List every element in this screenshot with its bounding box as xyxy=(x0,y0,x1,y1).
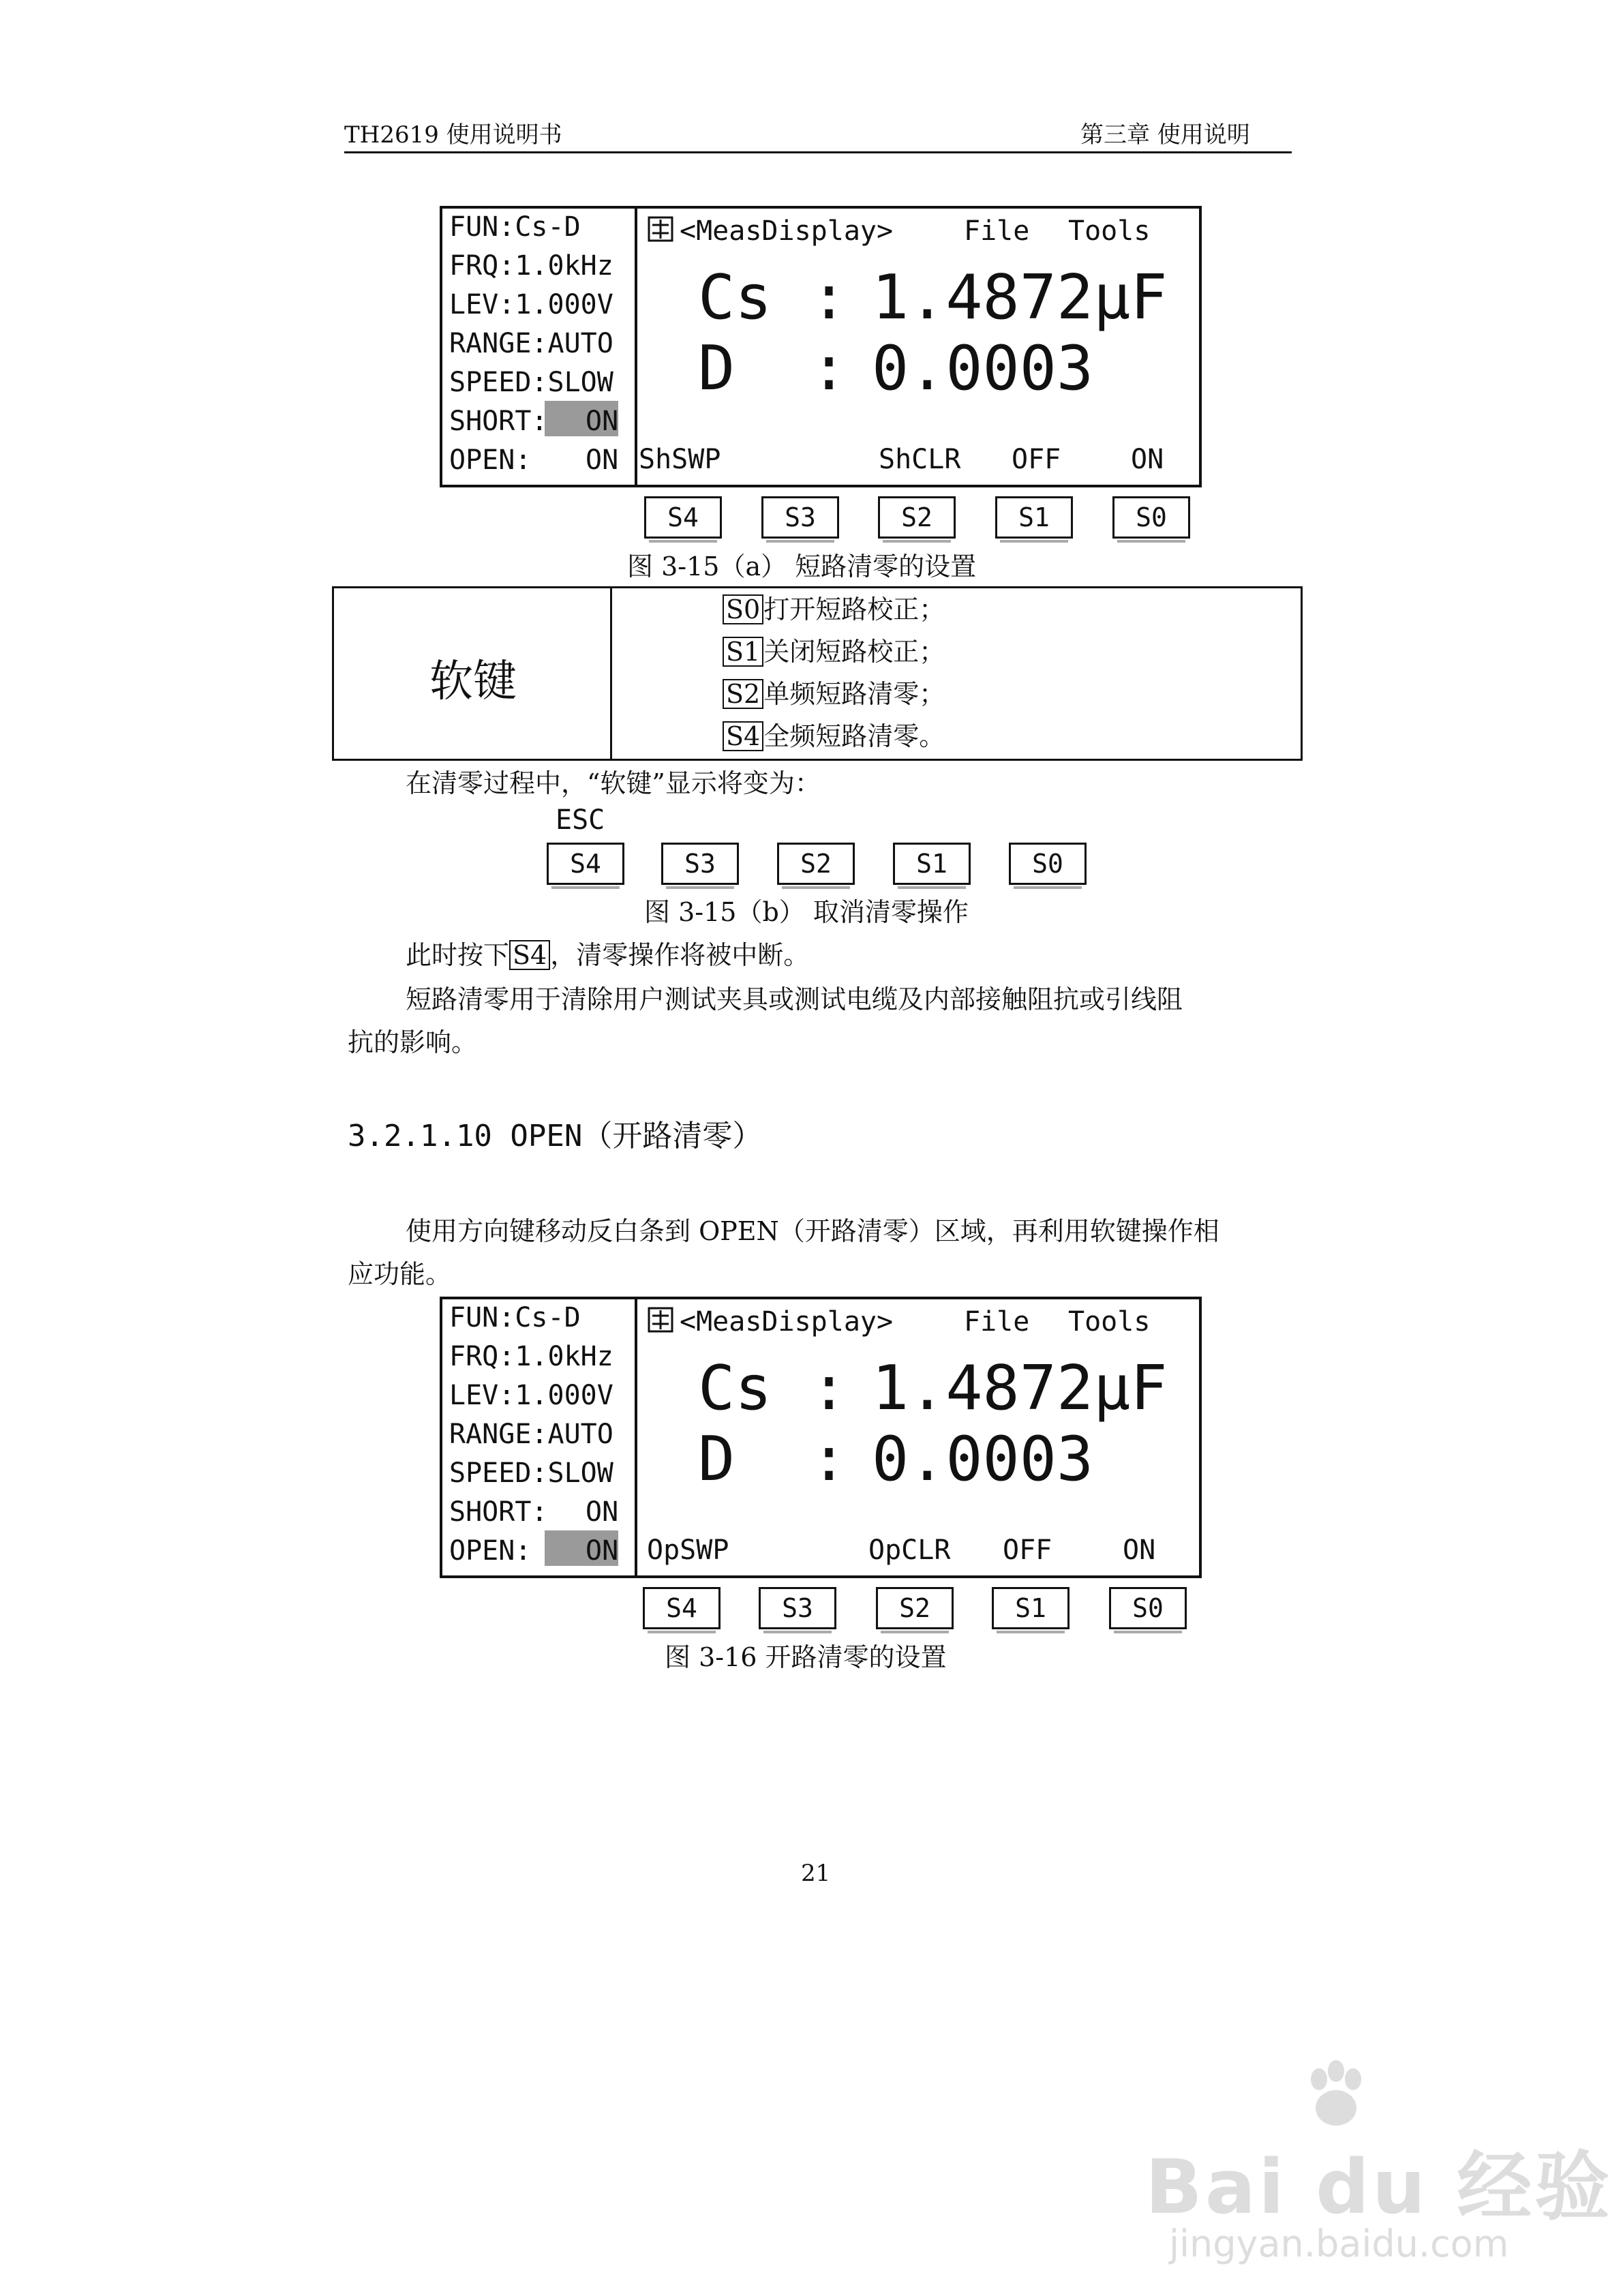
side-fun: FUN:Cs-D xyxy=(449,211,581,243)
param2-colon: : xyxy=(810,333,848,404)
section-heading: 3.2.1.10 OPEN（开路清零） xyxy=(348,1119,763,1153)
param2-value: 0.0003 xyxy=(872,333,1094,404)
softkey-off[interactable]: OFF xyxy=(1003,1535,1052,1566)
lcd-side-panel xyxy=(442,209,637,485)
paragraph-1: 在清零过程中，“软键”显示将变为： xyxy=(406,768,821,798)
para2-pre: 此时按下 xyxy=(406,940,510,970)
item-text: 打开短路校正； xyxy=(763,594,945,624)
param1-value: 1.4872μF xyxy=(872,262,1168,333)
short-value[interactable]: ON xyxy=(586,406,619,437)
header-right: 第三章 使用说明 xyxy=(1080,121,1250,149)
lcd-panel-short xyxy=(440,206,1202,487)
softkey-opswp[interactable]: OpSWP xyxy=(647,1535,729,1566)
para2-post: ，清零操作将被中断。 xyxy=(550,940,810,970)
item-text: 关闭短路校正； xyxy=(763,637,945,667)
param1-value: 1.4872μF xyxy=(872,1353,1168,1424)
softkey-item xyxy=(723,588,945,626)
paragraph-4-line-1: 使用方向键移动反白条到 OPEN（开路清零）区域，再利用软键操作相 xyxy=(406,1216,1219,1246)
side-open: OPEN: xyxy=(449,444,532,476)
key-s0[interactable]: S0 xyxy=(1112,496,1190,539)
param2-label: D xyxy=(698,333,735,404)
key-s1[interactable]: S1 xyxy=(995,496,1073,539)
baidu-paw-logo-icon xyxy=(1299,2059,1374,2136)
key-ref: S1 xyxy=(723,637,763,667)
menu-tools[interactable]: Tools xyxy=(1068,1306,1151,1338)
side-frq: FRQ:1.0kHz xyxy=(449,1341,613,1372)
watermark-url: jingyan.baidu.com xyxy=(1169,2222,1509,2265)
softkey-table-label: 软键 xyxy=(429,656,517,707)
key-s3[interactable]: S3 xyxy=(759,1587,836,1629)
key-s3[interactable]: S3 xyxy=(661,843,739,885)
menu-file[interactable]: File xyxy=(964,1306,1030,1338)
meas-display-icon xyxy=(647,215,674,250)
lcd-panel-open xyxy=(440,1297,1202,1578)
meas-display-icon xyxy=(647,1306,674,1340)
key-s0[interactable]: S0 xyxy=(1109,1587,1187,1629)
softkey-opclr[interactable]: OpCLR xyxy=(868,1535,951,1566)
menu-file[interactable]: File xyxy=(964,215,1030,247)
param1-colon: : xyxy=(810,262,848,333)
paragraph-3-line-2: 抗的影响。 xyxy=(348,1027,478,1057)
page-number: 21 xyxy=(801,1860,831,1887)
softkey-table xyxy=(332,586,1303,761)
esc-label: ESC xyxy=(556,804,605,836)
key-ref: S4 xyxy=(509,940,550,970)
param1-colon: : xyxy=(810,1353,848,1424)
key-s1[interactable]: S1 xyxy=(893,843,971,885)
short-value[interactable]: ON xyxy=(586,1496,619,1528)
key-ref: S2 xyxy=(723,679,763,709)
header-left: TH2619 使用说明书 xyxy=(344,121,562,149)
key-s2[interactable]: S2 xyxy=(878,496,956,539)
item-text: 全频短路清零。 xyxy=(763,721,945,751)
side-speed: SPEED:SLOW xyxy=(449,367,613,398)
figure-caption-3-15a: 图 3-15（a） 短路清零的设置 xyxy=(627,552,977,581)
side-fun: FUN:Cs-D xyxy=(449,1302,581,1333)
param1-label: Cs xyxy=(698,262,772,333)
param2-colon: : xyxy=(810,1423,848,1495)
figure-caption-3-16: 图 3-16 开路清零的设置 xyxy=(665,1642,947,1672)
open-value[interactable]: ON xyxy=(586,444,619,476)
paragraph-4-line-2: 应功能。 xyxy=(348,1259,452,1289)
paragraph-2 xyxy=(406,934,809,971)
side-short: SHORT: xyxy=(449,1496,548,1528)
key-s1[interactable]: S1 xyxy=(992,1587,1070,1629)
meas-display-title: <MeasDisplay> xyxy=(680,1306,894,1338)
side-frq: FRQ:1.0kHz xyxy=(449,250,613,282)
open-value[interactable]: ON xyxy=(586,1535,619,1567)
softkey-on[interactable]: ON xyxy=(1131,444,1164,475)
lcd-side-panel xyxy=(442,1299,637,1575)
figure-caption-3-15b: 图 3-15（b） 取消清零操作 xyxy=(644,897,969,927)
side-range: RANGE:AUTO xyxy=(449,1419,613,1450)
param1-label: Cs xyxy=(698,1353,772,1424)
softkey-off[interactable]: OFF xyxy=(1012,444,1061,475)
item-text: 单频短路清零； xyxy=(763,679,945,709)
key-ref: S0 xyxy=(723,594,763,624)
header-rule xyxy=(344,151,1292,153)
side-range: RANGE:AUTO xyxy=(449,328,613,359)
softkey-item xyxy=(723,631,945,668)
param2-value: 0.0003 xyxy=(872,1423,1094,1495)
param2-label: D xyxy=(698,1423,735,1495)
softkey-item xyxy=(723,673,945,710)
key-s3[interactable]: S3 xyxy=(761,496,839,539)
table-divider xyxy=(610,588,612,759)
meas-display-title: <MeasDisplay> xyxy=(680,215,894,247)
side-open: OPEN: xyxy=(449,1535,532,1567)
softkey-shclr[interactable]: ShCLR xyxy=(879,444,961,475)
side-speed: SPEED:SLOW xyxy=(449,1457,613,1489)
key-ref: S4 xyxy=(723,721,763,751)
softkey-item xyxy=(723,715,945,753)
key-s4[interactable]: S4 xyxy=(547,843,624,885)
key-s4[interactable]: S4 xyxy=(644,496,722,539)
menu-tools[interactable]: Tools xyxy=(1068,215,1151,247)
softkey-shswp[interactable]: ShSWP xyxy=(639,444,721,475)
side-lev: LEV:1.000V xyxy=(449,289,613,320)
key-s4[interactable]: S4 xyxy=(643,1587,721,1629)
key-s0[interactable]: S0 xyxy=(1009,843,1087,885)
key-s2[interactable]: S2 xyxy=(777,843,855,885)
watermark-brand: Bai du 经验 xyxy=(1145,2143,1613,2231)
side-lev: LEV:1.000V xyxy=(449,1380,613,1411)
side-short: SHORT: xyxy=(449,406,548,437)
softkey-on[interactable]: ON xyxy=(1123,1535,1156,1566)
paragraph-3-line-1: 短路清零用于清除用户测试夹具或测试电缆及内部接触阻抗或引线阻 xyxy=(406,984,1183,1014)
key-s2[interactable]: S2 xyxy=(876,1587,954,1629)
